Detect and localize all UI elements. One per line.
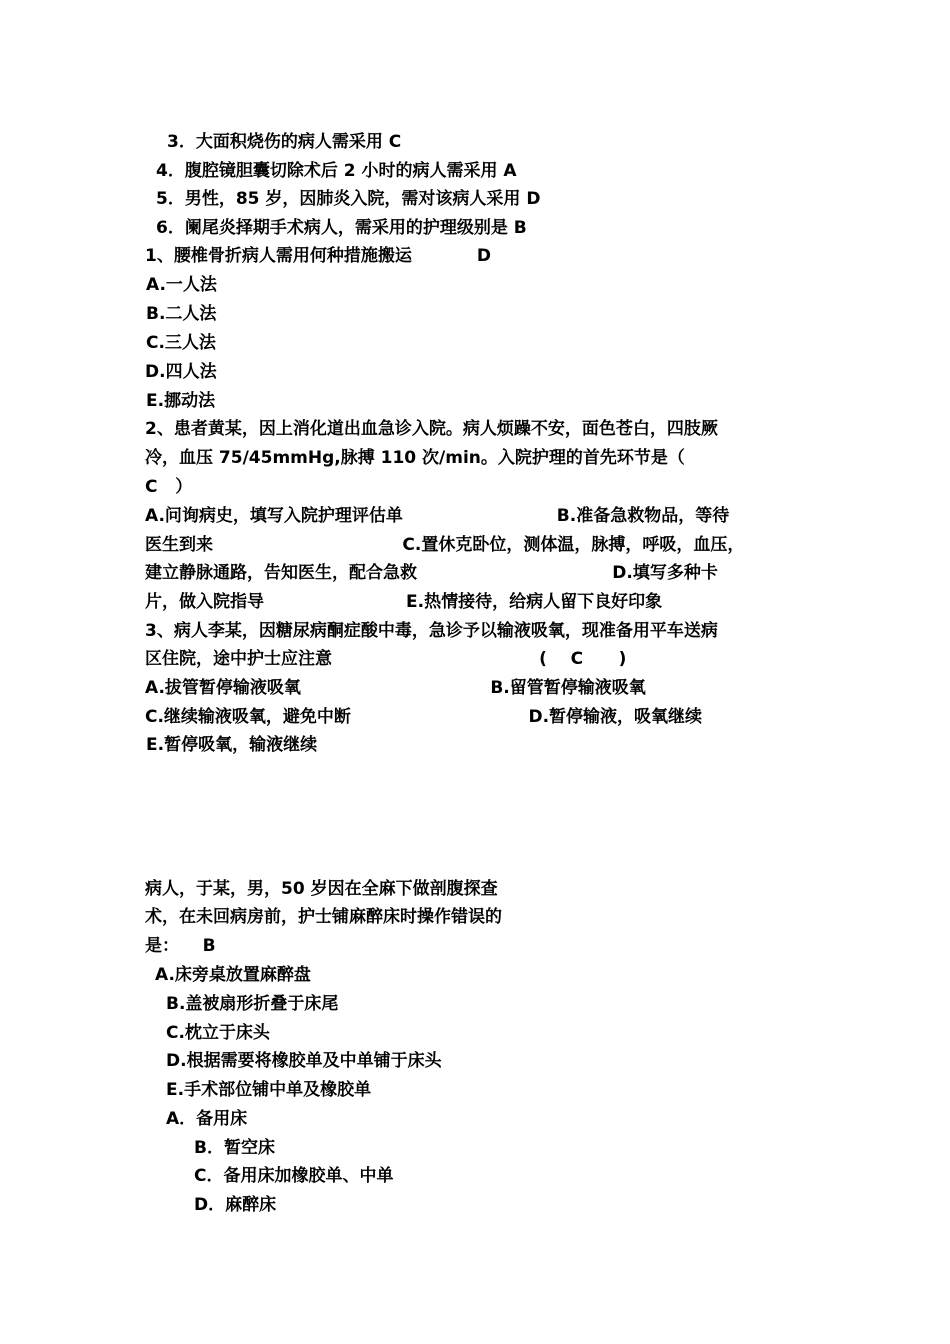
text-line: 4．腹腔镜胆囊切除术后 2 小时的病人需采用 A [156, 161, 517, 181]
text-line: 病人，于某，男，50 岁因在全麻下做剖腹探查 [145, 879, 498, 899]
text-line: A.床旁桌放置麻醉盘 [155, 965, 311, 985]
text-line: 医生到来 C.置休克卧位，测体温，脉搏，呼吸，血压， [145, 535, 745, 555]
text-line: 术，在未回病房前，护士铺麻醉床时操作错误的 [145, 907, 502, 927]
text-line: 冷，血压 75/45mmHg,脉搏 110 次/min。入院护理的首先环节是（ [145, 448, 685, 468]
text-line: D.根据需要将橡胶单及中单铺于床头 [166, 1051, 442, 1071]
text-line: 5．男性，85 岁，因肺炎入院，需对该病人采用 D [156, 189, 541, 209]
text-line: 2、患者黄某，因上消化道出血急诊入院。病人烦躁不安，面色苍白，四肢厥 [145, 419, 718, 439]
text-line: A.拔管暂停输液吸氧 B.留管暂停输液吸氧 [145, 678, 646, 698]
text-line: C ） [145, 477, 193, 497]
text-line: 6．阑尾炎择期手术病人，需采用的护理级别是 B [156, 218, 527, 238]
text-line: A.问询病史，填写入院护理评估单 B.准备急救物品，等待 [145, 506, 730, 526]
text-line: 片，做入院指导 E.热情接待，给病人留下良好印象 [145, 592, 663, 612]
text-line: 3、病人李某，因糖尿病酮症酸中毒，急诊予以输液吸氧，现准备用平车送病 [145, 621, 718, 641]
text-line: A.一人法 [146, 275, 217, 295]
text-line: E.手术部位铺中单及橡胶单 [166, 1080, 372, 1100]
text-line: B.二人法 [146, 304, 217, 324]
text-line: B.盖被扇形折叠于床尾 [166, 994, 339, 1014]
text-line: 区住院，途中护士应注意 ( C ) [145, 649, 627, 669]
text-line: 建立静脉通路，告知医生，配合急救 D.填写多种卡 [145, 563, 718, 583]
text-line: B．暂空床 [194, 1138, 275, 1158]
text-line: 3．大面积烧伤的病人需采用 C [167, 132, 402, 152]
text-line: C.枕立于床头 [166, 1023, 270, 1043]
text-line: E.暂停吸氧，输液继续 [146, 735, 318, 755]
text-line: C.三人法 [146, 333, 216, 353]
text-line: C.继续输液吸氧，避免中断 D.暂停输液，吸氧继续 [145, 707, 703, 727]
text-line: 1、腰椎骨折病人需用何种措施搬运 D [145, 246, 492, 266]
text-line: E.挪动法 [146, 391, 216, 411]
text-line: D．麻醉床 [194, 1195, 277, 1215]
text-line: D.四人法 [145, 362, 217, 382]
text-line: 是： B [145, 936, 216, 956]
text-line: A．备用床 [166, 1109, 248, 1129]
text-line: C．备用床加橡胶单、中单 [194, 1166, 394, 1186]
